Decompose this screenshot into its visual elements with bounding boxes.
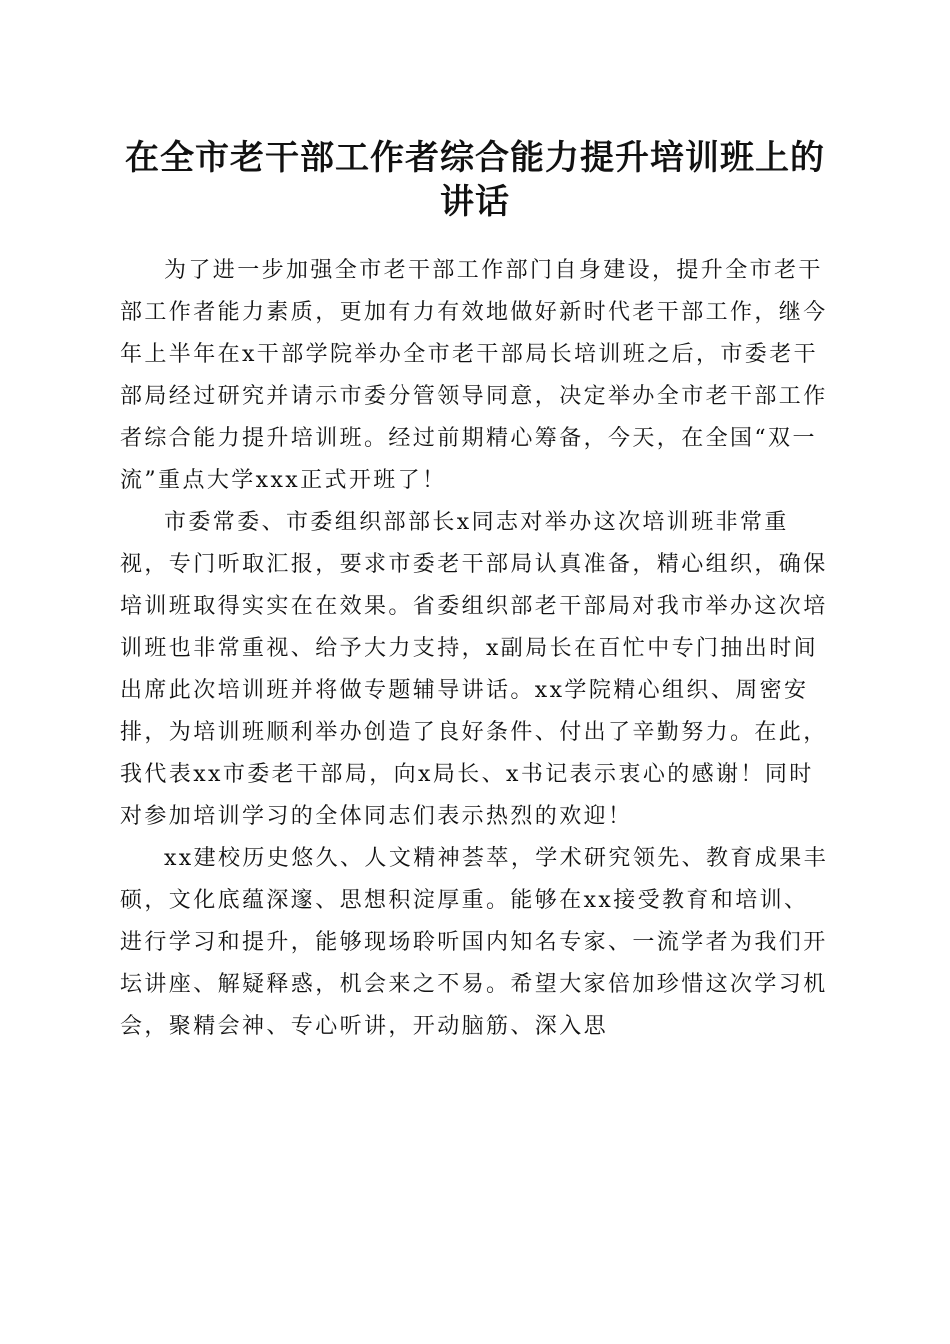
paragraph-2: 市委常委、市委组织部部长x同志对举办这次培训班非常重视，专门听取汇报，要求市委老干部局认真准备，精心组织，确保培训班取得实实在在效果。省委组织部老干部局对我市举办这次培训班也非常重视、给予大力支持，x副局长在百忙中专门抽出时间出席此次培训班并将做专题辅导讲话。xx学院精心组织、周密安排，为培训班顺利举办创造了良好条件、付出了辛勤努力。在此，我代表xx市委老干部局，向x局长、x书记表示衷心的感谢！同时对参加培训学习的全体同志们表示热烈的欢迎！ (120, 510, 828, 829)
paragraph-1: 为了进一步加强全市老干部工作部门自身建设，提升全市老干部工作者能力素质，更加有力有效地做好新时代老干部工作，继今年上半年在x干部学院举办全市老干部局长培训班之后，市委老干部局经过研究并请示市委分管领导同意，决定举办全市老干部工作者综合能力提升培训班。经过前期精心筹备，今天，在全国“双一流”重点大学xxx正式开班了！ (120, 258, 828, 493)
title-line-1: 在全市老干部工作者综合能力提升培训班上的 (125, 138, 825, 178)
document-body (120, 250, 830, 1048)
title-line-2: 讲话 (440, 182, 510, 222)
document-title (100, 136, 850, 224)
paragraph-3: xx建校历史悠久、人文精神荟萃，学术研究领先、教育成果丰硕，文化底蕴深邃、思想积淀厚重。能够在xx接受教育和培训、进行学习和提升，能够现场聆听国内知名专家、一流学者为我们开坛讲座、解疑释惑，机会来之不易。希望大家倍加珍惜这次学习机会，聚精会神、专心听讲，开动脑筋、深入思 (120, 846, 829, 1039)
